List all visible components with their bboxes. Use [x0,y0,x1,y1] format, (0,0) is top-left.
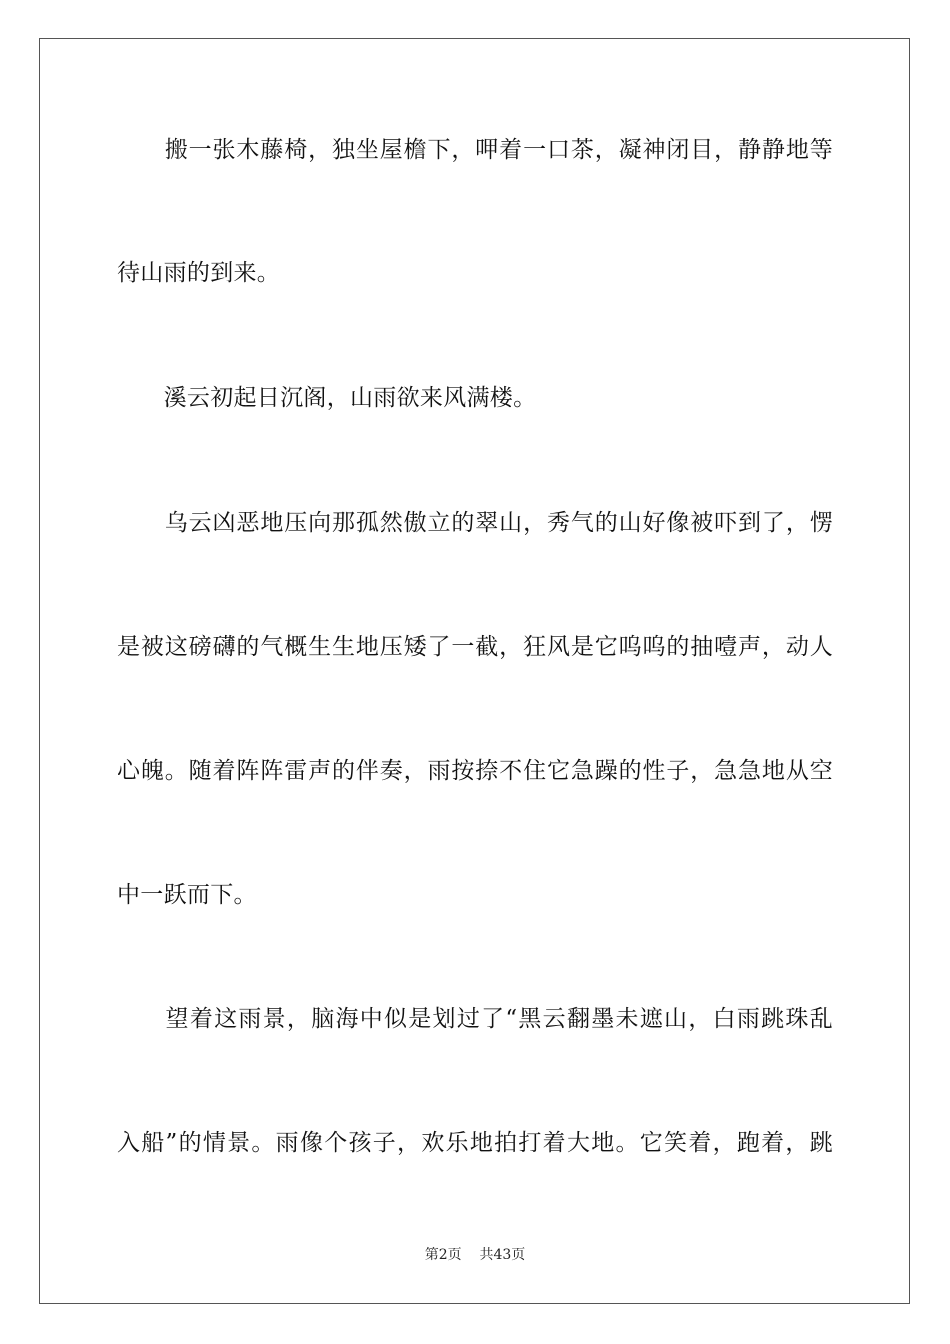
text-line: 溪云初起日沉阁，山雨欲来风满楼。 [117,385,537,411]
text-line: 望着这雨景，脑海中似是划过了“黑云翻墨未遮山，白雨跳珠乱 [117,1006,833,1032]
text-line: 心魄。随着阵阵雷声的伴奏，雨按捺不住它急躁的性子，急急地从空 [117,758,833,784]
text-line: 乌云凶恶地压向那孤然傲立的翠山，秀气的山好像被吓到了，愣 [117,510,833,536]
page-number: 第2页 [424,1247,462,1263]
page-total: 共43页 [479,1247,526,1263]
page-border [39,38,910,1304]
text-line: 中一跃而下。 [117,882,257,908]
text-line: 是被这磅礴的气概生生地压矮了一截，狂风是它呜呜的抽噎声，动人 [117,634,833,660]
page-footer [0,1246,950,1264]
text-line: 入船”的情景。雨像个孩子，欢乐地拍打着大地。它笑着，跑着，跳 [117,1130,833,1156]
text-line: 待山雨的到来。 [117,260,281,286]
text-line: 搬一张木藤椅，独坐屋檐下，呷着一口茶，凝神闭目，静静地等 [117,137,833,163]
